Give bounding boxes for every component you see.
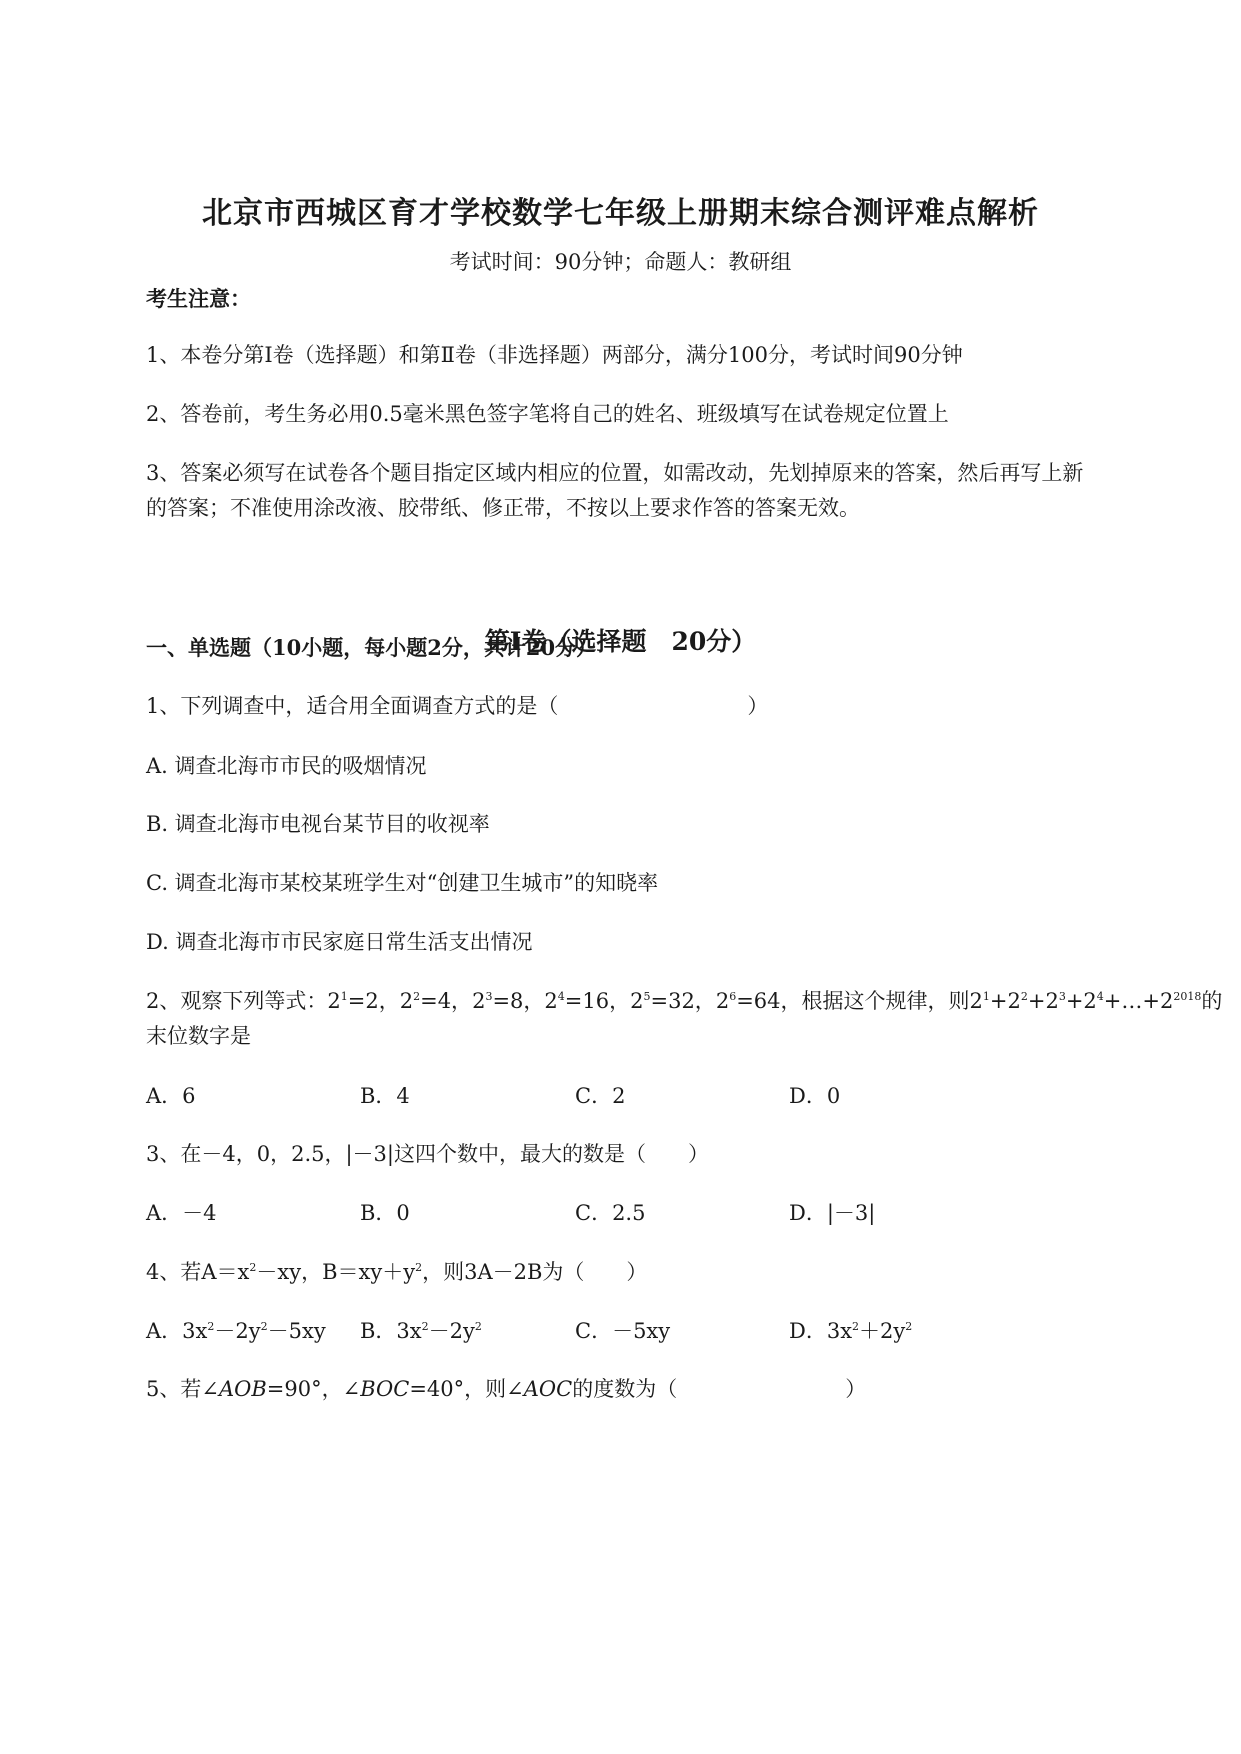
notice-heading: 考生注意： xyxy=(146,286,251,311)
question-3-stem: 3、在－4，0，2.5，|－3|这四个数中，最大的数是（ ） xyxy=(146,1142,709,1166)
question-2-option-d: D．0 xyxy=(789,1084,841,1108)
question-1-stem: 1、下列调查中，适合用全面调查方式的是（ ） xyxy=(146,694,769,718)
notice-item-2: 2、答卷前，考生务必用0.5毫米黑色签字笔将自己的姓名、班级填写在试卷规定位置上 xyxy=(146,402,949,426)
question-4-stem: 4、若$A=x^2-xy$，$B=xy+y^2$，则3A－2B为（ ） xyxy=(146,1260,648,1284)
question-1-option-b: B. 调查北海市电视台某节目的收视率 xyxy=(146,812,490,836)
question-1-option-c: C. 调查北海市某校某班学生对“创建卫生城市”的知晓率 xyxy=(146,871,659,895)
question-2-option-c: C．2 xyxy=(575,1084,626,1108)
question-3-option-c: C．2.5 xyxy=(575,1201,646,1225)
question-1-option-a: A. 调查北海市市民的吸烟情况 xyxy=(146,754,427,778)
question-2-option-b: B．4 xyxy=(360,1084,410,1108)
question-4-option-d: D．$3x^2+2y^2$ xyxy=(789,1319,913,1343)
document-title: 北京市西城区育才学校数学七年级上册期末综合测评难点解析 xyxy=(202,196,1039,231)
q2-prefix: 2、观察下列等式： xyxy=(146,989,328,1013)
question-3-option-d: D．|－3| xyxy=(789,1201,876,1225)
notice-item-1: 1、本卷分第Ⅰ卷（选择题）和第Ⅱ卷（非选择题）两部分，满分100分，考试时间90分钟 xyxy=(146,343,963,367)
question-5-stem: 5、若∠AOB=90°，∠BOC=40°，则∠AOC的度数为（ ） xyxy=(146,1377,867,1401)
question-4-option-b: B．$3x^2-2y^2$ xyxy=(360,1319,482,1343)
question-3-option-a: A．－4 xyxy=(146,1201,217,1225)
question-2-option-a: A．6 xyxy=(146,1084,196,1108)
section-title: 第Ⅰ卷（选择题 20分） xyxy=(484,627,757,656)
notice-item-3: 3、答案必须写在试卷各个题目指定区域内相应的位置，如需改动，先划掉原来的答案，然后再写上新 xyxy=(146,461,1084,485)
question-2-stem: 2、观察下列等式：$2^1=2$，$2^2=4$，$2^3=8$，$2^4=16$，$2^5=32$，$2^6=64$，根据这个规律，则$2^1+2^2+2^3+2^4+\dots+2^{2018}$的 xyxy=(146,989,1223,1013)
notice-item-3-continued: 的答案；不准使用涂改液、胶带纸、修正带，不按以上要求作答的答案无效。 xyxy=(146,496,860,520)
question-4-option-c: C．－5xy xyxy=(575,1319,671,1343)
document-subtitle: 考试时间：90分钟；命题人：教研组 xyxy=(449,250,792,274)
question-4-option-a: A．$3x^2-2y^2-5xy$ xyxy=(146,1319,326,1343)
part-heading: 一、单选题（10小题，每小题2分，共计20分） xyxy=(146,635,598,660)
question-2-stem-line2: 末位数字是 xyxy=(146,1024,251,1048)
question-3-option-b: B．0 xyxy=(360,1201,410,1225)
question-1-option-d: D. 调查北海市市民家庭日常生活支出情况 xyxy=(146,930,533,954)
